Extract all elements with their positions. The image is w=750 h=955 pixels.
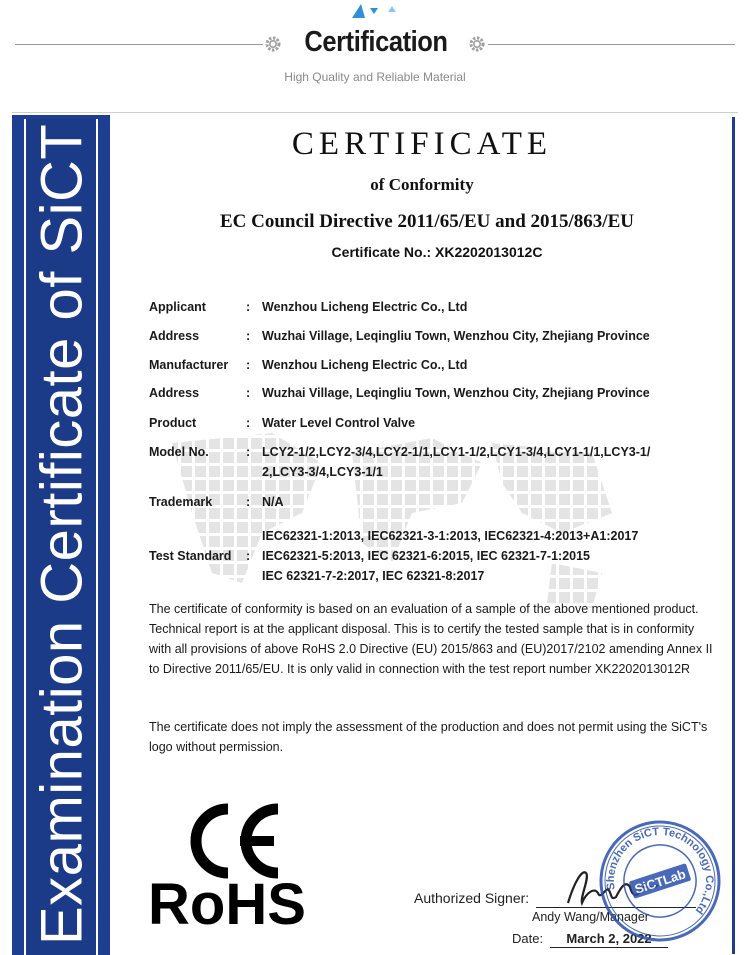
field-colon: : bbox=[246, 358, 251, 372]
field-label: Trademark bbox=[149, 495, 213, 509]
page-subtitle: High Quality and Reliable Material bbox=[284, 70, 466, 84]
header-divider-right bbox=[488, 44, 735, 45]
certificate-image bbox=[12, 112, 738, 955]
field-label: Test Standard bbox=[149, 549, 232, 563]
field-value: 2,LCY3-3/4,LCY3-1/1 bbox=[262, 465, 383, 479]
field-label: Model No. bbox=[149, 445, 209, 459]
field-colon: : bbox=[246, 416, 251, 430]
certificate-directive: EC Council Directive 2011/65/EU and 2015/863/EU bbox=[220, 211, 634, 232]
signer-name: Andy Wang/Manager bbox=[532, 910, 649, 924]
company-stamp-icon bbox=[597, 818, 723, 944]
field-label: Product bbox=[149, 416, 197, 430]
field-label: Manufacturer bbox=[149, 358, 229, 372]
rohs-mark: RoHS bbox=[148, 872, 306, 937]
field-value: LCY2-1/2,LCY2-3/4,LCY2-1/1,LCY1-1/2,LCY1-3/4,LCY1-1/1,LCY3-1/ bbox=[262, 445, 651, 459]
certificate-number: Certificate No.: XK2202013012C bbox=[331, 244, 543, 260]
triangle-logo-icon bbox=[348, 0, 408, 22]
date-label: Date: bbox=[512, 931, 544, 946]
field-value: Wuzhai Village, Leqingliu Town, Wenzhou City, Zhejiang Province bbox=[262, 386, 650, 400]
gear-icon bbox=[264, 35, 282, 53]
field-colon: : bbox=[246, 495, 251, 509]
date-value: March 2, 2022 bbox=[550, 931, 668, 948]
stamp-ring-text: Shenzhen SiCT Technology Co.,Ltd bbox=[604, 825, 716, 917]
field-value: Wenzhou Licheng Electric Co., Ltd bbox=[262, 300, 468, 314]
right-border-rule bbox=[732, 117, 735, 954]
field-value: N/A bbox=[262, 495, 284, 509]
field-label: Address bbox=[149, 329, 200, 343]
field-colon: : bbox=[246, 549, 251, 563]
field-value: Water Level Control Valve bbox=[262, 416, 416, 430]
field-value: IEC 62321-7-2:2017, IEC 62321-8:2017 bbox=[262, 569, 485, 583]
field-value: IEC62321-1:2013, IEC62321-3-1:2013, IEC62321-4:2013+A1:2017 bbox=[262, 529, 639, 543]
side-band bbox=[12, 115, 110, 955]
field-value: IEC62321-5:2013, IEC 62321-6:2015, IEC 62321-7-1:2015 bbox=[262, 549, 590, 563]
field-value: Wuzhai Village, Leqingliu Town, Wenzhou City, Zhejiang Province bbox=[262, 329, 650, 343]
field-colon: : bbox=[246, 445, 251, 459]
field-colon: : bbox=[246, 386, 251, 400]
page-title: Certification bbox=[304, 26, 448, 58]
ce-mark-icon bbox=[182, 801, 282, 881]
signer-label: Authorized Signer: bbox=[414, 890, 530, 906]
field-value: Wenzhou Licheng Electric Co., Ltd bbox=[262, 358, 468, 372]
header-divider-left bbox=[15, 44, 263, 45]
field-colon: : bbox=[246, 329, 251, 343]
certificate-title: CERTIFICATE bbox=[291, 126, 553, 162]
field-label: Address bbox=[149, 386, 200, 400]
field-label: Applicant bbox=[149, 300, 206, 314]
certificate-subtitle: of Conformity bbox=[370, 175, 474, 194]
stamp-center-text: SiCTLab bbox=[632, 866, 688, 897]
side-band-text: Examination Certificate of SiCT bbox=[29, 123, 95, 945]
conformity-paragraph: The certificate of conformity is based on an evaluation of a sample of the above mentioned product. Technical report is at the applicant disposal. This is to certify the tested sample that is in conformity with all provisions of above RoHS 2.0 Directive (EU) 2015/863 and (EU)2017/2102 amending Annex II to Directive 2011/65/EU. It is only valid in connection with the test report number XK2202013012R bbox=[149, 602, 713, 676]
field-colon: : bbox=[246, 300, 251, 314]
gear-icon bbox=[468, 35, 486, 53]
logo-usage-paragraph: The certificate does not imply the assessment of the production and does not permit using the SiCT's logo without permission. bbox=[149, 720, 708, 754]
